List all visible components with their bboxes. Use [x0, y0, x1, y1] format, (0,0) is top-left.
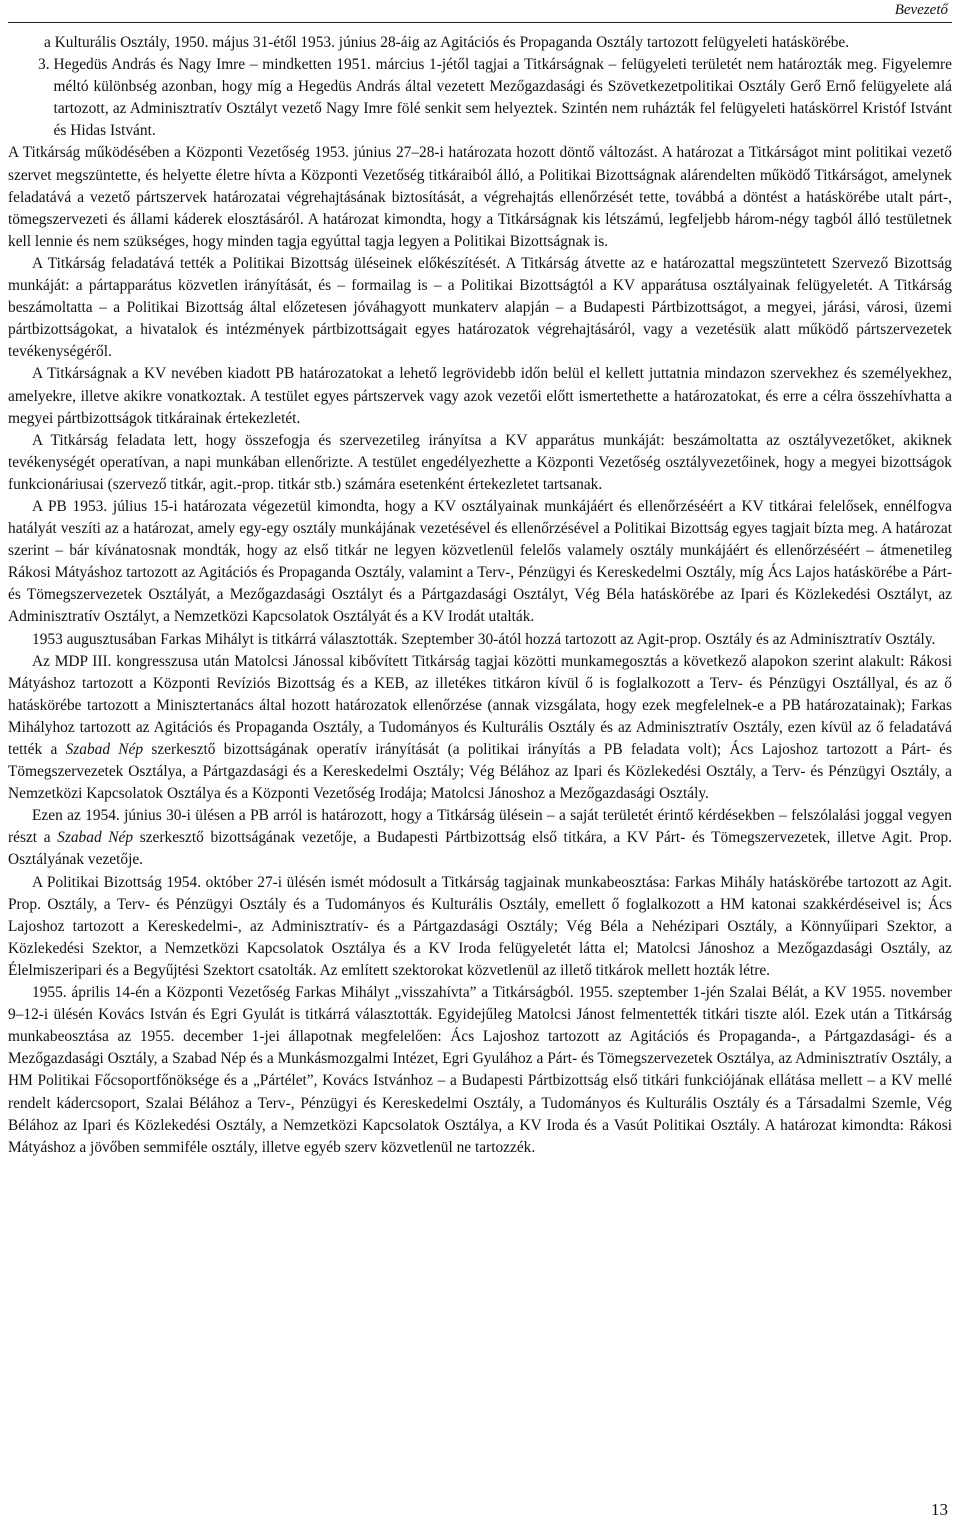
list-item-continuation [8, 32, 952, 54]
list-item-number: 3. [38, 56, 50, 74]
paragraph-text: Ezen az 1954. június 30-i ülésen a PB arról is határozott, hogy a Titkárság ülésein – a saját területét érintő kérdésekben – felszólalási joggal vegyen részt a [8, 807, 952, 847]
page-number: 13 [931, 1500, 948, 1519]
newspaper-title: Szabad Nép [65, 741, 144, 758]
paragraph: A Politikai Bizottság 1954. október 27-i ülésén ismét módosult a Titkárság tagjainak munkabeosztása: Farkas Mihály hatáskörébe tartozott az Agit. Prop. Osztály, a Terv- és Pénzügyi Osztály és a Tudományos és Kulturális Osztály, emellett ő foglalkozott a HM katonai szakkérdéseivel is; Ács Lajoshoz tartozott a Kereskedelmi-, az Adminisztratív- és a Pártgazdasági Osztály; Vég Béla a Nehézipari Osztály, a Könnyűipari Szektor, a Közlekedési Szektor, a Nemzetközi Kapcsolatok Osztálya és a KV Iroda felügyeletét látta el; Matolcsi Jánoshoz a Mezőgazdasági Osztály, az Élelmiszeripari és a Begyűjtési Szektort csatolták. Az említett szektorokat közvetlenül az illető titkárok mellett hozták létre. [8, 873, 952, 979]
list-item-text: Hegedüs András és Nagy Imre – mindketten 1951. március 1-jétől tagjai a Titkárságnak – felügyeleti területét nem határozták meg. Figyelemre méltó különbség azonban, hogy míg a Hegedüs András által vezetett Mezőgazdasági és Szövetkezetpolitikai Osztály Gerő Ernő felügyelete alá tartozott, az Adminisztratív Osztályt vezető Nagy Imre fölé senkit sem helyeztek. Szintén nem ruházták fel felügyeleti hatáskörrel Kristóf Istvánt és Hidas Istvánt. [53, 56, 952, 140]
paragraph-text: Az MDP III. kongresszusa után Matolcsi Jánossal kibővített Titkárság tagjai közötti munkamegosztás a következő alapokon szerint alakult: Rákosi Mátyáshoz tartozott a Központi Revíziós Bizottság és a KEB, az illetékes titkáron kívül ő is foglalkozott a Terv- és Pénzügyi Osztállyal, és az ő hatáskörébe tartozott a Minisztertanács által hozott határozatok ellenőrzése (annak vizsgálata, hogy ezek megfelelnek-e a PB határozatainak); Farkas Mihályhoz tartozott az Agitációs és Propaganda Osztály, a Tudományos és Kulturális Osztály és az Adminisztratív Osztály, ezen kívül az ő feladatává tették a [8, 652, 952, 758]
document-page [8, 0, 952, 1524]
paragraph [8, 805, 952, 871]
newspaper-title: Szabad Nép [57, 829, 134, 847]
paragraph: 1955. április 14-én a Központi Vezetőség Farkas Mihályt „visszahívta” a Titkárságból. 1955. szeptember 1-jén Szalai Bélát, a KV 1955. november 9–12-i ülésén Kovács István és Egri Gyulát is titkárrá választották. Egyidejűleg Matolcsi Jánost felmentették titkári tiszte alól. Ezek után a Titkárság munkabeosztása az 1955. december 1-jei állapotnak megfelelően: Ács Lajoshoz tartozott az Agitációs és Propaganda-, a Pártgazdasági- és a Mezőgazdasági Osztály, a Szabad Nép és a Munkásmozgalmi Intézet, Egri Gyulához a Párt- és Tömegszervezetek Osztálya, az Adminisztratív Osztály, a HM Politikai Főcsoportfőnöksége és a „Pártélet”, Kovács Istvánhoz – a Budapesti Pártbizottság első titkári funkciójának ellátása mellett – a KV mellé rendelt kádercsoport, Szalai Bélához a Terv-, Pénzügyi és Kereskedelmi Osztály, a Tudományos és Kulturális Osztály és a Társadalmi Szemle, Vég Bélához az Ipari és Közlekedési Osztály, a Nemzetközi Kapcsolatok Osztálya, a KV Iroda és a Vasút Politikai Osztály. A határozat kimondta: Rákosi Mátyáshoz a jövőben semmiféle osztály, illetve egyéb szerv közvetlenül ne tartozzék. [8, 984, 952, 1156]
paragraph: A Titkárságnak a KV nevében kiadott PB határozatokat a lehető legrövidebb időn belül el kellett juttatnia mindazon szervekhez és személyekhez, amelyekre, illetve akikre vonatkoztak. A testület egyes pártszervek vagy azok vezetői előtt ismertethette a határozatokat, és erre a célra összehívhatta a megyei pártbizottságok titkárainak értekezletét. [8, 365, 952, 427]
running-header: Bevezető [894, 2, 948, 18]
paragraph-text: szerkesztő bizottságának operatív irányítását (a politikai irányítás a PB feladata volt); Ács Lajoshoz tartozott a Párt- és Tömegszervezetek Osztálya, a Pártgazdasági és a Kereskedelmi Osztály; Vég Bélához az Ipari és Közlekedési Osztály, a Terv- és Pénzügyi Osztály, a Nemzetközi Kapcsolatok Osztálya és a Központi Vezetőség Irodája; Matolcsi Jánoshoz a Mezőgazdasági Osztály. [8, 741, 952, 803]
paragraph: A Titkárság működésében a Központi Vezetőség 1953. június 27–28-i határozata hozott döntő változást. A határozat a Titkárságot mint politikai vezető szervet megszüntette, és helyette életre hívta a Központi Vezetőség titkáraiból álló, a Politikai Bizottságnak alárendelten működő Titkárságot, amelynek feladatává a vezető pártszervek határozatai végrehajtásának biztosítását, a végrehajtás ellenőrzését tette, továbbá a döntést a hatáskörébe utalt párt-, tömegszervezeti és állami káderek elosztásáról. A határozat kimondta, hogy a Titkárságnak kis létszámú, legfeljebb három-négy tagból álló testületnek kell lennie és nem szükséges, hogy minden tagja egyúttal tagja legyen a Politikai Bizottságnak is. [8, 144, 952, 250]
list-item-3 [8, 54, 952, 142]
header-rule [8, 22, 952, 23]
paragraph: A Titkárság feladata lett, hogy összefogja és szervezetileg irányítsa a KV apparátus munkáját: beszámoltatta az osztályvezetőket, akiknek tevékenységét operatívan, a napi munkában ellenőrizte. A testület engedélyezhette a Központi Vezetőség osztályvezetőinek, hogy a megyei bizottságok funkcionáriusai (szervező titkár, agit.-prop. titkár stb.) számára esetenként értekezletet tartsanak. [8, 431, 952, 493]
paragraph: A PB 1953. július 15-i határozata végezetül kimondta, hogy a KV osztályainak munkájáért és ellenőrzéséért a KV titkárai felelősek, ennélfogva hatályát veszíti az a határozat, amely egy-egy osztály munkájának vezetésével és ellenőrzésével a Politikai Bizottság egyes tagjait bízta meg. A határozat szerint – bár kívánatosnak mondták, hogy az első titkár ne legyen közvetlenül felelős valamely osztály munkájáért és ellenőrzéséért – átmenetileg Rákosi Mátyáshoz tartozott az Agitációs és Propaganda Osztály, valamint a Terv-, Pénzügyi és Kereskedelmi Osztály, míg Ács Lajos hatáskörébe a Párt- és Tömegszervezetek Osztályát, a Mezőgazdasági Osztályt és a Pártgazdasági Osztályt, Vég Béla hatáskörébe az Ipari és Közlekedési Osztályt, az Adminisztratív Osztályt, a Nemzetközi Kapcsolatok Osztályát és a KV Irodát utalták. [8, 497, 952, 626]
paragraph [8, 651, 952, 806]
document-body [8, 32, 952, 1159]
paragraph-text: szerkesztő bizottságának vezetője, a Budapesti Pártbizottság első titkára, a KV Párt- és Tömegszervezetek, illetve Agit. Prop. Osztályának vezetője. [8, 829, 953, 869]
list-item-text: a Kulturális Osztály, 1950. május 31-étől 1953. június 28-áig az Agitációs és Propaganda Osztály tartozott felügyeleti hatáskörébe. [44, 34, 850, 51]
paragraph: 1953 augusztusában Farkas Mihályt is titkárrá választották. Szeptember 30-ától hozzá tartozott az Agit-prop. Osztály és az Adminisztratív Osztály. [32, 630, 936, 648]
paragraph: A Titkárság feladatává tették a Politikai Bizottság üléseinek előkészítését. A Titkárság átvette az e határozattal megszüntetett Szervező Bizottság munkáját: a pártapparátus közvetlen irányítását, és – formailag is – a Politikai Bizottságtól a KV apparátusa osztályainak felügyeletét. A Titkárság beszámoltatta – a Politikai Bizottság által előzetesen jóváhagyott munkaterv alapján – a Budapesti Pártbizottságot, a megyei, járási, városi, üzemi pártbizottságokat, a hivatalok és intézmények pártbizottságait egyes határozatok végrehajtásáról, vagy a vezetésük alatt működő pártszervezetek tevékenységéről. [8, 254, 952, 361]
